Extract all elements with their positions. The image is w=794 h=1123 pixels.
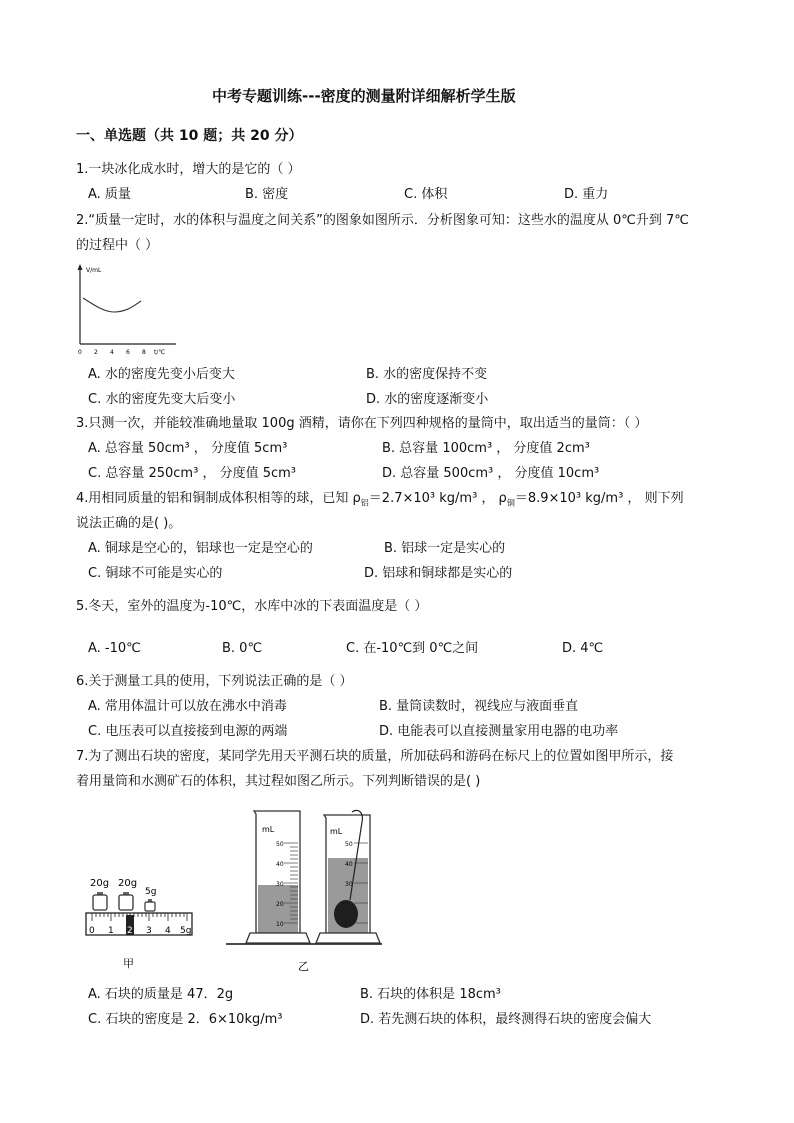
q2-option-c: C. 水的密度先变大后变小 — [88, 392, 236, 407]
q6-option-d: D. 电能表可以直接测量家用电器的电功率 — [379, 724, 619, 739]
figure-caption-jia: 甲 — [123, 957, 134, 970]
q1-option-d: D. 重力 — [564, 187, 609, 202]
q3-option-b: B. 总容量 100cm³ ， 分度值 2cm³ — [382, 441, 590, 456]
q2-graph-tick: 0 — [78, 349, 82, 356]
weight-5g — [145, 899, 155, 911]
q4-option-d: D. 铝球和铜球都是实心的 — [364, 566, 513, 581]
q2-graph-tick: 6 — [126, 349, 130, 356]
weight-label: 20g — [118, 878, 138, 889]
q3-stem: 3.只测一次，并能较准确地量取 100g 酒精，请你在下列四种规格的量筒中，取出适当的量筒：（ ） — [76, 416, 648, 431]
cylinder-mark: 30 — [345, 881, 353, 888]
weight-20g-b — [119, 892, 133, 910]
q3-option-a: A. 总容量 50cm³ ， 分度值 5cm³ — [88, 441, 288, 456]
cylinder-mark: 50 — [345, 841, 353, 848]
q3-option-c: C. 总容量 250cm³ ， 分度值 5cm³ — [88, 466, 297, 481]
q5-stem: 5.冬天，室外的温度为-10℃，水库中冰的下表面温度是（ ） — [76, 599, 428, 614]
scale-tick: 4 — [165, 926, 171, 936]
q4-option-a: A. 铜球是空心的，铝球也一定是空心的 — [88, 541, 313, 556]
q7-option-d: D. 若先测石块的体积，最终测得石块的密度会偏大 — [360, 1012, 652, 1027]
q2-graph-ylabel: V/mL — [86, 267, 102, 274]
q1-option-a: A. 质量 — [88, 187, 131, 202]
q2-volume-temperature-graph — [72, 262, 184, 360]
q6-option-c: C. 电压表可以直接接到电源的两端 — [88, 724, 288, 739]
q5-option-d: D. 4℃ — [562, 641, 604, 656]
q5-option-a: A. -10℃ — [88, 641, 141, 656]
q7-option-b: B. 石块的体积是 18cm³ — [360, 987, 501, 1002]
q2-option-a: A. 水的密度先变小后变大 — [88, 367, 235, 382]
q7-figure-jia-balance — [80, 870, 200, 970]
q5-option-b: B. 0℃ — [222, 641, 263, 656]
q2-option-b: B. 水的密度保持不变 — [366, 367, 488, 382]
weight-label: 5g — [145, 887, 157, 897]
q1-option-b: B. 密度 — [245, 187, 289, 202]
q2-graph-tick: 2 — [94, 349, 98, 356]
q7-option-a: A. 石块的质量是 47．2g — [88, 987, 234, 1002]
scale-tick: 5g — [180, 926, 192, 936]
q2-stem-line2: 的过程中（ ） — [76, 238, 159, 253]
q2-graph-tick: 8 — [142, 349, 146, 356]
cylinder-unit: mL — [262, 825, 275, 834]
q2-graph-xlabel: t/℃ — [154, 349, 166, 356]
q4-stem-line2: 说法正确的是( )。 — [76, 516, 182, 531]
q6-stem: 6.关于测量工具的使用，下列说法正确的是（ ） — [76, 674, 353, 689]
q3-option-d: D. 总容量 500cm³ ， 分度值 10cm³ — [382, 466, 600, 481]
figure-caption-yi: 乙 — [298, 960, 309, 973]
cylinder-mark: 20 — [276, 901, 284, 908]
q6-option-b: B. 量筒读数时，视线应与液面垂直 — [379, 699, 579, 714]
page-title: 中考专题训练---密度的测量附详细解析学生版 — [212, 87, 516, 105]
q1-option-c: C. 体积 — [404, 187, 448, 202]
q7-option-c: C. 石块的密度是 2．6×10kg/m³ — [88, 1012, 283, 1027]
weight-label: 20g — [90, 878, 110, 889]
q4-option-b: B. 铝球一定是实心的 — [384, 541, 506, 556]
q7-stem-line2: 着用量筒和水测矿石的体积，其过程如图乙所示。下列判断错误的是( ) — [76, 774, 481, 789]
cylinder-unit: mL — [330, 827, 343, 836]
cylinder-mark: 40 — [345, 861, 353, 868]
q4-option-c: C. 铜球不可能是实心的 — [88, 566, 223, 581]
cylinder-with-stone — [316, 810, 380, 943]
cylinder-mark: 50 — [276, 841, 284, 848]
cylinder-mark: 40 — [276, 861, 284, 868]
q6-option-a: A. 常用体温计可以放在沸水中消毒 — [88, 699, 287, 714]
section-heading: 一、单选题（共 10 题；共 20 分） — [76, 128, 303, 144]
scale-tick: 0 — [89, 926, 95, 936]
q2-stem-line1: 2.“质量一定时，水的体积与温度之间关系”的图象如图所示．分析图象可知：这些水的温度从 0℃升到 7℃ — [76, 213, 689, 228]
scale-tick: 3 — [146, 926, 152, 936]
weight-20g-a — [93, 892, 107, 910]
q2-option-d: D. 水的密度逐渐变小 — [366, 392, 489, 407]
cylinder-water-only — [246, 811, 310, 943]
scale-tick: 2 — [127, 926, 133, 936]
q4-stem-line1: 4.用相同质量的铝和铜制成体积相等的球，已知 $\rho_铝=2.7\times 10^3$ kg/m³ ， $\rho_铜=8.9\times 10^3$ kg/m³ ， 则下列 — [76, 491, 684, 508]
scale-tick: 1 — [108, 926, 114, 936]
q5-option-c: C. 在-10℃到 0℃之间 — [346, 641, 479, 656]
cylinder-mark: 10 — [276, 921, 284, 928]
q2-graph-tick: 4 — [110, 349, 114, 356]
stone — [334, 900, 358, 928]
q7-stem-line1: 7.为了测出石块的密度，某同学先用天平测石块的质量，所加砝码和游码在标尺上的位置如图甲所示，接 — [76, 749, 674, 764]
q1-stem: 1.一块冰化成水时，增大的是它的（ ） — [76, 162, 301, 177]
cylinder-mark: 30 — [276, 881, 284, 888]
q7-figure-yi-cylinders — [224, 808, 384, 980]
